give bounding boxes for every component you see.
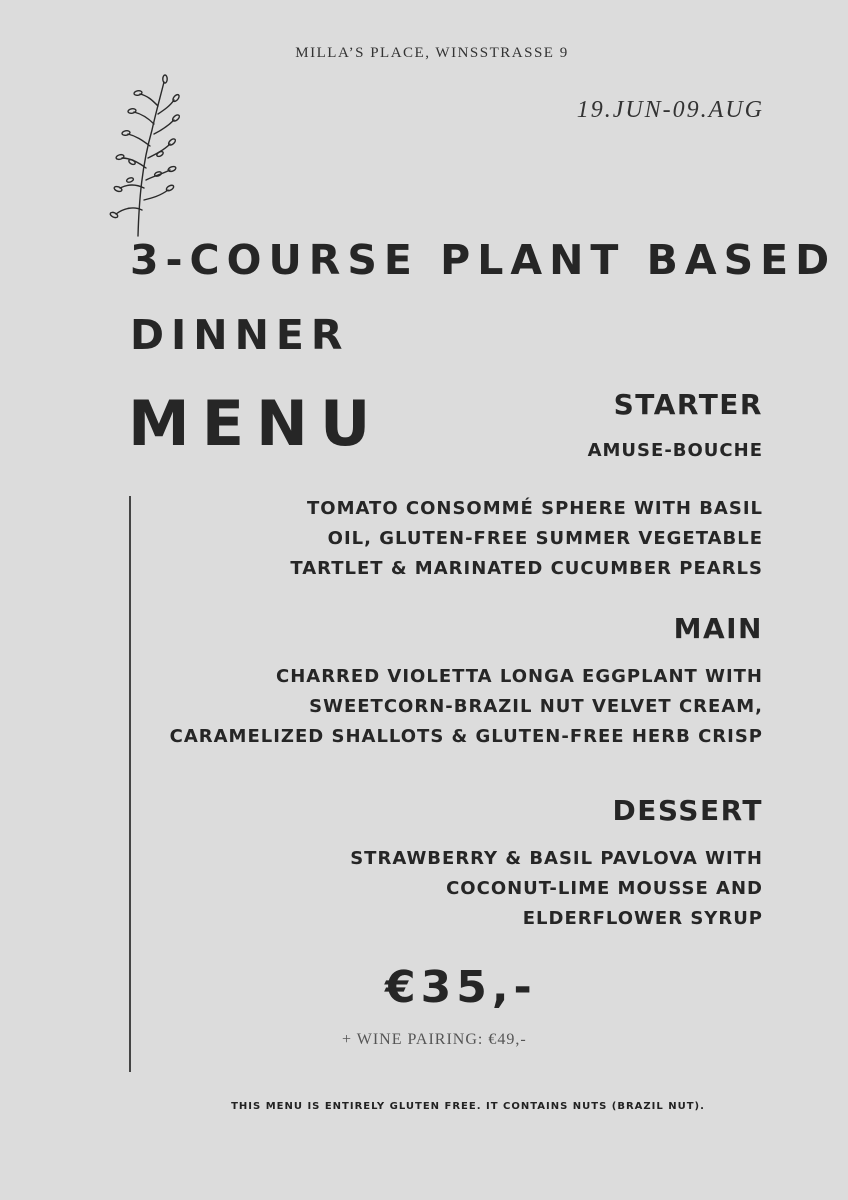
menu-title-line-2: DINNER bbox=[130, 311, 350, 359]
starter-subheading: AMUSE-BOUCHE bbox=[587, 440, 763, 461]
main-heading: MAIN bbox=[673, 612, 763, 645]
starter-heading: STARTER bbox=[613, 388, 763, 421]
starter-line: OIL, GLUTEN-FREE SUMMER VEGETABLE bbox=[327, 528, 763, 549]
dessert-heading: DESSERT bbox=[612, 794, 763, 827]
wine-pairing-price: + WINE PAIRING: €49,- bbox=[342, 1031, 527, 1048]
main-line: CHARRED VIOLETTA LONGA EGGPLANT WITH bbox=[275, 666, 763, 687]
starter-line: TOMATO CONSOMMÉ SPHERE WITH BASIL bbox=[307, 498, 763, 519]
main-line: CARAMELIZED SHALLOTS & GLUTEN-FREE HERB CRISP bbox=[169, 726, 763, 747]
menu-dates: 19.JUN-09.AUG bbox=[576, 97, 764, 123]
main-description bbox=[170, 662, 763, 752]
starter-description bbox=[290, 494, 763, 584]
restaurant-address: MILLA’S PLACE, WINSSTRASSE 9 bbox=[295, 45, 569, 61]
dessert-line: STRAWBERRY & BASIL PAVLOVA WITH bbox=[350, 848, 763, 869]
menu-price: €35,- bbox=[385, 962, 537, 1013]
dessert-description bbox=[350, 844, 763, 934]
menu-title-line-1: 3-COURSE PLANT BASED bbox=[130, 236, 837, 284]
dessert-line: COCONUT-LIME MOUSSE AND bbox=[446, 878, 763, 899]
main-line: SWEETCORN-BRAZIL NUT VELVET CREAM, bbox=[309, 696, 763, 717]
allergen-note: THIS MENU IS ENTIRELY GLUTEN FREE. IT CONTAINS NUTS (BRAZIL NUT). bbox=[231, 1101, 705, 1112]
menu-title-line-3: MENU bbox=[128, 387, 383, 460]
starter-line: TARTLET & MARINATED CUCUMBER PEARLS bbox=[290, 558, 763, 579]
botanical-sprig-illustration bbox=[108, 70, 188, 238]
dessert-line: ELDERFLOWER SYRUP bbox=[522, 908, 763, 929]
vertical-divider bbox=[129, 496, 131, 1072]
